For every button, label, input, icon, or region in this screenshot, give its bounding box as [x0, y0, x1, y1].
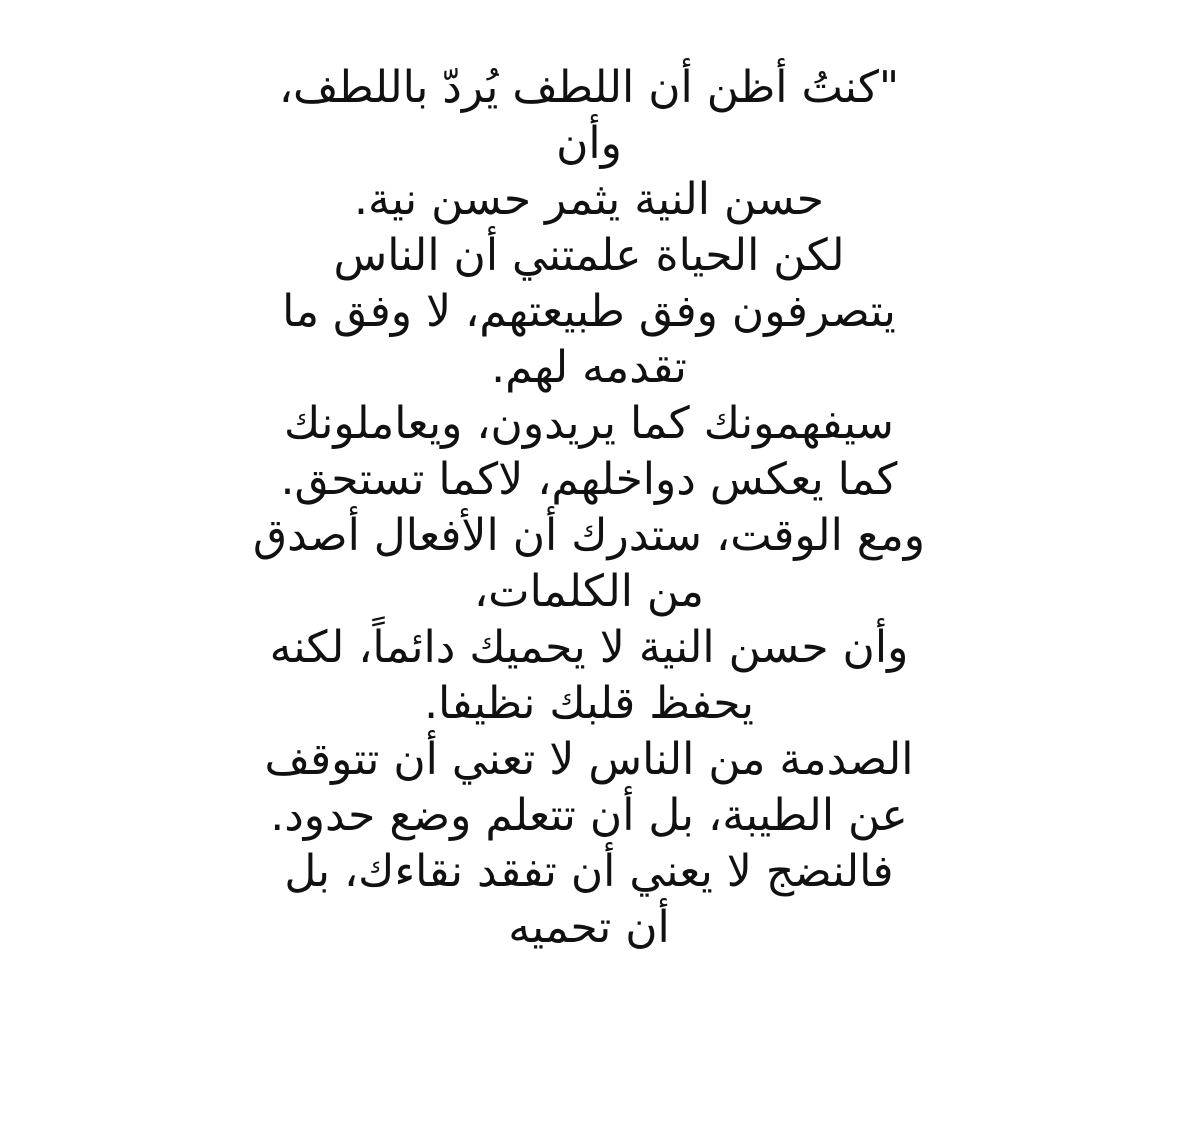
- quote-line: أن تحميه: [508, 902, 670, 953]
- quote-line: تقدمه لهم.: [491, 342, 687, 393]
- quote-line: من الكلمات،: [473, 566, 704, 617]
- quote-line: يحفظ قلبك نظيفا.: [424, 678, 754, 729]
- quote-line: "كنتُ أظن أن اللطف يُردّ باللطف،: [278, 62, 900, 113]
- quote-line: الصدمة من الناس لا تعني أن تتوقف: [264, 734, 914, 785]
- quote-line: ومع الوقت، ستدرك أن الأفعال أصدق: [252, 510, 926, 561]
- quote-line: يتصرفون وفق طبيعتهم، لا وفق ما: [282, 286, 896, 337]
- quote-text-block: [0, 60, 1178, 956]
- quote-line: سيفهمونك كما يريدون، ويعاملونك: [284, 398, 894, 449]
- quote-line: كما يعكس دواخلهم، لاكما تستحق.: [280, 454, 898, 505]
- quote-line: وأن: [556, 118, 622, 169]
- quote-line: فالنضج لا يعني أن تفقد نقاءك، بل: [284, 846, 894, 897]
- quote-line: عن الطيبة، بل أن تتعلم وضع حدود.: [270, 790, 908, 841]
- quote-line: وأن حسن النية لا يحميك دائماً، لكنه: [269, 622, 909, 673]
- quote-line: حسن النية يثمر حسن نية.: [354, 174, 824, 225]
- quote-line: لكن الحياة علمتني أن الناس: [333, 230, 845, 281]
